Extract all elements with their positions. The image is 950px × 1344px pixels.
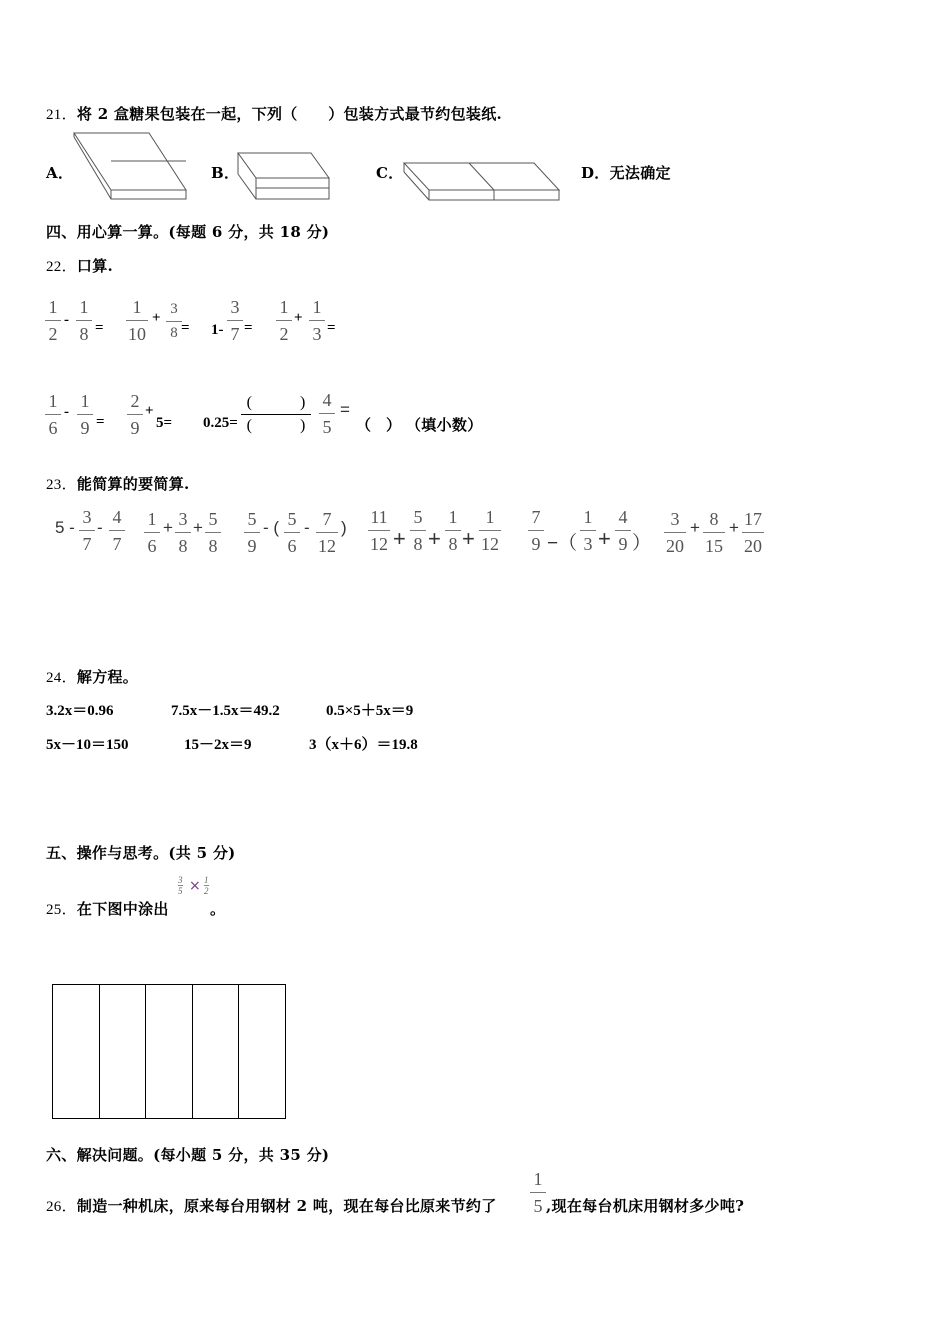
- q25-line: [46, 898, 169, 919]
- equals: =: [96, 414, 105, 430]
- equals: =: [327, 320, 336, 336]
- fraction: $\frac{1}{3}$: [580, 508, 596, 553]
- equals: =: [244, 320, 253, 336]
- fraction: $\frac{5}{6}$: [284, 510, 300, 555]
- fraction: $\frac{1}{3}$: [309, 298, 325, 343]
- shading-grid[interactable]: [52, 984, 286, 1119]
- fraction: $\frac{5}{9}$: [244, 510, 260, 555]
- fraction: $\frac{3}{7}$: [227, 298, 243, 343]
- q21-option-d-text: 无法确定: [609, 164, 671, 182]
- fraction: $\frac{1}{9}$: [77, 392, 93, 437]
- q21-option-b-label[interactable]: B．: [211, 164, 240, 182]
- operator: +: [393, 526, 406, 551]
- operator: +: [729, 518, 739, 537]
- grid-cell[interactable]: [100, 985, 147, 1118]
- q21-option-c-label[interactable]: C．: [376, 164, 404, 182]
- equation: 0.5×5＋5x＝9: [326, 703, 414, 719]
- operator: -: [64, 312, 69, 328]
- q21-text: 将 2 盒糖果包装在一起，下列（ ）包装方式最节约包装纸.: [76, 105, 503, 123]
- fraction: $\frac{17}{20}$: [744, 509, 762, 556]
- q24-line: [46, 666, 138, 687]
- equation: 15－2x＝9: [184, 737, 252, 753]
- fraction: $\frac{4}{9}$: [615, 508, 631, 553]
- q21-option-a-figure[interactable]: [72, 130, 192, 202]
- q21-line: [46, 103, 502, 124]
- lead: 5 -: [55, 518, 75, 537]
- section4-title: 四、用心算一算。(每题 6 分，共 18 分): [46, 223, 330, 241]
- operator: +: [163, 518, 173, 537]
- q25-tail: 。: [210, 900, 226, 918]
- q26-text-after: ,现在每台机床用钢材多少吨?: [546, 1197, 745, 1215]
- blank-fraction[interactable]: [241, 395, 311, 434]
- fraction: $\frac{7}{9}$: [528, 508, 544, 553]
- blank-denominator: ( ): [241, 414, 311, 434]
- q21-option-c-figure[interactable]: [402, 160, 564, 204]
- fraction: $\frac{1}{2}$: [45, 298, 61, 343]
- q25-number: 25．: [46, 902, 77, 918]
- equation: 7.5x－1.5x＝49.2: [171, 703, 280, 719]
- grid-cell[interactable]: [146, 985, 193, 1118]
- small-fraction: 1 2: [204, 875, 209, 896]
- fraction: $\frac{3}{8}$: [166, 302, 182, 341]
- small-fraction: 3 5: [178, 875, 183, 896]
- operator: +: [690, 518, 700, 537]
- q24-number: 24．: [46, 670, 77, 686]
- section6-title: 六、解决问题。(每小题 5 分，共 35 分): [46, 1146, 330, 1164]
- equation: 3（x＋6）＝19.8: [309, 737, 418, 753]
- fraction: $\frac{1}{8}$: [76, 298, 92, 343]
- operator: -: [304, 518, 310, 537]
- operator: +: [193, 518, 203, 537]
- q21-option-d[interactable]: [581, 162, 671, 183]
- fraction: $\frac{4}{5}$: [319, 391, 335, 436]
- tail: 5=: [156, 415, 173, 431]
- equals: =: [95, 320, 104, 336]
- q21-option-b-figure[interactable]: [236, 150, 332, 204]
- q21-option-d-label: D．: [581, 164, 610, 182]
- q22-line: [46, 255, 113, 276]
- q23-text: 能简算的要简算.: [76, 475, 190, 493]
- fraction: $\frac{5}{8}$: [205, 510, 221, 555]
- operator: -: [97, 518, 103, 537]
- q23-line: [46, 473, 190, 494]
- times-sign: ×: [189, 878, 201, 894]
- q21-option-a-label[interactable]: A．: [46, 164, 74, 182]
- fraction: $\frac{1}{12}$: [481, 507, 499, 554]
- fraction: $\frac{7}{12}$: [318, 509, 336, 556]
- close-paren: ）: [632, 533, 652, 554]
- operator: +: [294, 310, 303, 326]
- fraction: $\frac{8}{15}$: [705, 509, 723, 556]
- q26-number: 26．: [46, 1199, 77, 1215]
- fraction: $\frac{11}{12}$: [370, 507, 388, 554]
- fraction: $\frac{1}{6}$: [144, 510, 160, 555]
- q23-number: 23．: [46, 477, 77, 493]
- equation: 3.2x＝0.96: [46, 703, 114, 719]
- operator: - (: [263, 518, 280, 537]
- q26-text-before: 制造一种机床，原来每台用钢材 2 吨，现在每台比原来节约了: [76, 1197, 497, 1215]
- prefix: 1-: [211, 322, 224, 338]
- fraction: $\frac{3}{7}$: [79, 508, 95, 553]
- fraction: $\frac{1}{6}$: [45, 392, 61, 437]
- operator: +: [428, 526, 441, 551]
- q25-text: 在下图中涂出: [76, 900, 169, 918]
- section5-title: 五、操作与思考。(共 5 分): [46, 844, 236, 862]
- q22-text: 口算.: [76, 257, 114, 275]
- grid-cell[interactable]: [53, 985, 100, 1118]
- q22-number: 22．: [46, 259, 77, 275]
- prefix: 0.25=: [203, 415, 238, 431]
- note: （填小数）: [406, 416, 483, 434]
- fraction: $\frac{1}{5}$: [530, 1170, 546, 1215]
- q21-number: 21．: [46, 107, 77, 123]
- grid-cell[interactable]: [239, 985, 285, 1118]
- fraction: $\frac{1}{8}$: [445, 508, 461, 553]
- operator: +: [152, 310, 161, 326]
- fraction: $\frac{1}{2}$: [276, 298, 292, 343]
- operator: -: [64, 404, 69, 420]
- fraction: $\frac{2}{9}$: [127, 392, 143, 437]
- fraction: $\frac{1}{10}$: [128, 297, 146, 344]
- q26-line: [46, 1195, 497, 1216]
- grid-cell[interactable]: [193, 985, 240, 1118]
- equation: 5x－10＝150: [46, 737, 129, 753]
- fraction: $\frac{5}{8}$: [410, 508, 426, 553]
- equals: =: [340, 400, 350, 419]
- blank-numerator: ( ): [246, 394, 306, 411]
- fraction: $\frac{4}{7}$: [109, 508, 125, 553]
- close-paren: ): [341, 518, 347, 537]
- answer-blank[interactable]: （ ）: [356, 418, 402, 434]
- operator: +: [598, 526, 611, 551]
- operator: +: [462, 526, 475, 551]
- fraction: $\frac{3}{20}$: [666, 509, 684, 556]
- fraction: $\frac{3}{8}$: [175, 510, 191, 555]
- operator: −（: [547, 533, 578, 554]
- equals: =: [181, 320, 190, 336]
- operator: +: [145, 403, 154, 419]
- q24-text: 解方程。: [76, 668, 139, 686]
